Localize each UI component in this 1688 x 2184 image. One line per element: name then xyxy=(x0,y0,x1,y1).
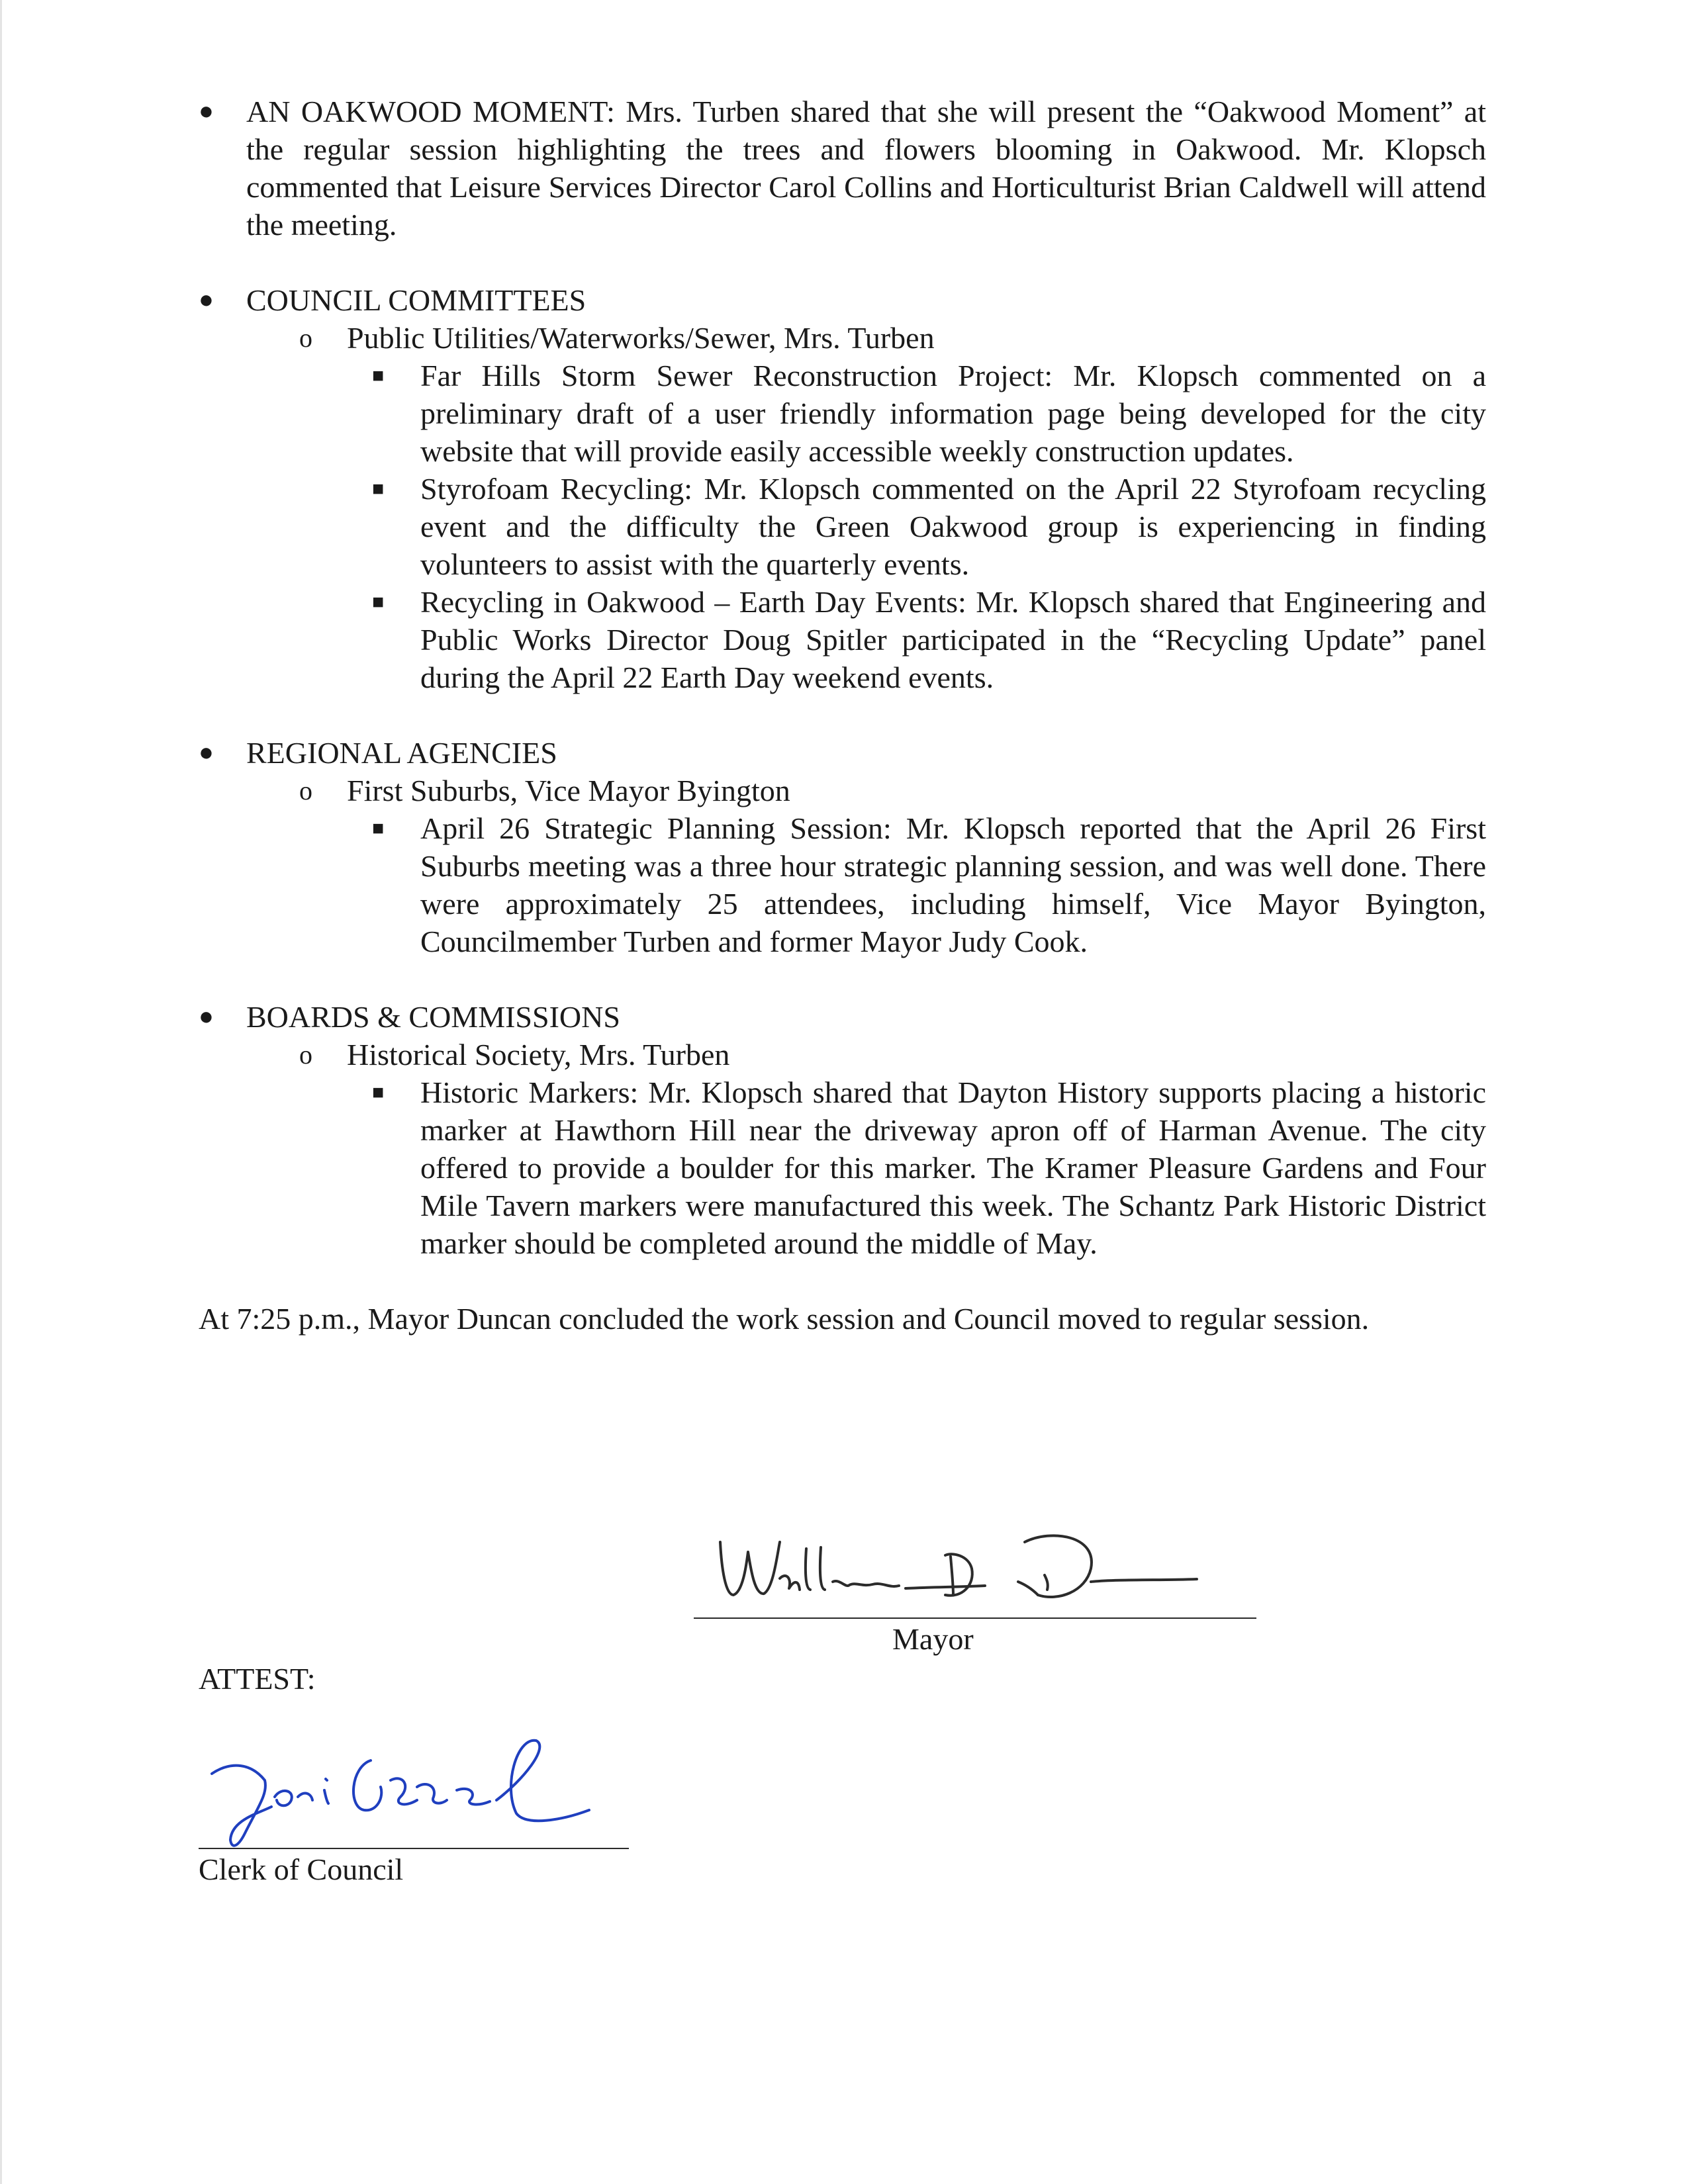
agenda-subitem xyxy=(199,357,1486,470)
oakwood-moment-item xyxy=(199,93,1486,244)
council-committees-body xyxy=(199,319,1486,696)
first-suburbs-subheading: First Suburbs, Vice Mayor Byington xyxy=(347,774,790,807)
agenda-subitem xyxy=(199,1073,1486,1262)
mayor-signature-icon xyxy=(707,1516,1210,1615)
bullet-disc: ● xyxy=(199,286,214,314)
bullet-circle: o xyxy=(299,776,312,805)
mayor-label: Mayor xyxy=(892,1622,974,1656)
historic-markers-text: Historic Markers: Mr. Klopsch shared that Dayton History supports placing a historic marker at Hawthorn Hill near the driveway apron off of Harman Avenue. The city offered to provide a boulder for this marker. The Kramer Pleasure Gardens and Four Mile Tavern markers were manufactured this week. The Schantz Park Historic District marker should be completed around the middle of May. xyxy=(420,1075,1486,1260)
agenda-subitem xyxy=(199,809,1486,960)
boards-commissions-heading: BOARDS & COMMISSIONS xyxy=(246,1000,620,1034)
bullet-square: ■ xyxy=(372,817,385,839)
mayor-signature-line xyxy=(694,1617,1256,1619)
bullet-circle: o xyxy=(299,1040,312,1069)
bullet-square: ■ xyxy=(372,365,385,387)
clerk-label: Clerk of Council xyxy=(199,1852,404,1886)
public-utilities-subheading: Public Utilities/Waterworks/Sewer, Mrs. Turben xyxy=(347,321,935,355)
regional-agencies-body xyxy=(199,772,1486,960)
oakwood-moment-text: AN OAKWOOD MOMENT: Mrs. Turben shared that she will present the “Oakwood Moment” at the regular session highlighting the trees and flowers blooming in Oakwood. Mr. Klopsch commented that Leisure Services Director Carol Collins and Horticulturist Brian Caldwell will attend the meeting. xyxy=(246,95,1486,242)
clerk-signature-icon xyxy=(205,1734,629,1853)
historical-society-subheading: Historical Society, Mrs. Turben xyxy=(347,1038,730,1071)
sub-heading-row xyxy=(199,319,1486,357)
strategic-planning-text: April 26 Strategic Planning Session: Mr. Klopsch reported that the April 26 First Suburbs meeting was a three hour strategic planning session, and was well done. There were approximately 25 attendees, including himself, Vice Mayor Byington, Councilmember Turben and former Mayor Judy Cook. xyxy=(420,811,1486,958)
far-hills-text: Far Hills Storm Sewer Reconstruction Project: Mr. Klopsch commented on a preliminary draft of a user friendly information page being developed for the city website that will provide easily accessible weekly construction updates. xyxy=(420,359,1486,468)
council-committees-section xyxy=(199,281,1486,319)
boards-commissions-body xyxy=(199,1036,1486,1262)
bullet-square: ■ xyxy=(372,478,385,500)
bullet-disc: ● xyxy=(199,1003,214,1030)
closing-statement: At 7:25 p.m., Mayor Duncan concluded the work session and Council moved to regular session. xyxy=(199,1302,1370,1336)
regional-agencies-section xyxy=(199,734,1486,772)
page-edge xyxy=(0,0,2,2184)
bullet-square: ■ xyxy=(372,591,385,613)
bullet-disc: ● xyxy=(199,739,214,766)
council-committees-heading: COUNCIL COMMITTEES xyxy=(246,283,586,317)
bullet-circle: o xyxy=(299,323,312,353)
clerk-signature-line xyxy=(199,1848,629,1849)
bullet-square: ■ xyxy=(372,1081,385,1103)
bullet-disc: ● xyxy=(199,97,214,125)
agenda-subitem xyxy=(199,470,1486,583)
boards-commissions-section xyxy=(199,998,1486,1036)
styrofoam-text: Styrofoam Recycling: Mr. Klopsch commented on the April 22 Styrofoam recycling event and the difficulty the Green Oakwood group is experiencing in finding volunteers to assist with the quarterly events. xyxy=(420,472,1486,581)
document-body xyxy=(199,93,1486,1338)
attest-label: ATTEST: xyxy=(199,1662,316,1696)
recycling-text: Recycling in Oakwood – Earth Day Events: Mr. Klopsch shared that Engineering and Public Works Director Doug Spitler participated in the “Recycling Update” panel during the April 22 Earth Day weekend events. xyxy=(420,585,1486,694)
regional-agencies-heading: REGIONAL AGENCIES xyxy=(246,736,557,770)
agenda-subitem xyxy=(199,583,1486,696)
sub-heading-row xyxy=(199,1036,1486,1073)
sub-heading-row xyxy=(199,772,1486,809)
